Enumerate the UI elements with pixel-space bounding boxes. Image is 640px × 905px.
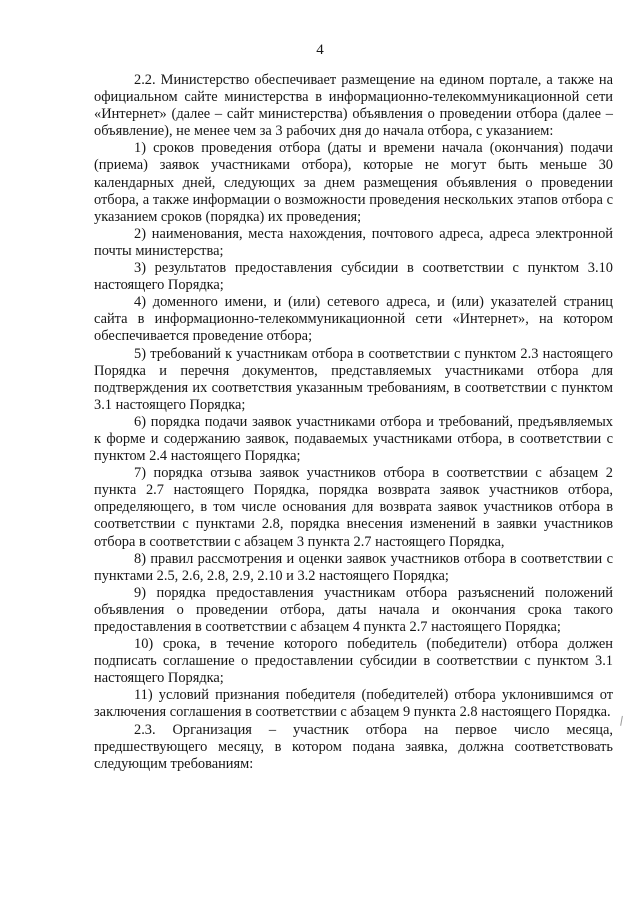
list-item-1: 1) сроков проведения отбора (даты и времени начала (окончания) подачи (приема) заявок участниками отбора), которые не могут быть меньше 30 календарных дней, следующих за днем размещения объявления о проведении отбора, а также информации о возможности проведения нескольких этапов отбора с указанием сроков (порядка) их проведения;	[94, 140, 613, 225]
list-item-8: 8) правил рассмотрения и оценки заявок участников отбора в соответствии с пунктами 2.5, 2.6, 2.8, 2.9, 2.10 и 3.2 настоящего Порядка;	[94, 550, 613, 584]
paragraph-2-2: 2.2. Министерство обеспечивает размещение на едином портале, а также на официальном сайте министерства в информационно-телекоммуникационной сети «Интернет» (далее – сайт министерства) объявления о проведении отбора (далее – объявление), не менее чем за 3 рабочих дня до начала отбора, с указанием:	[94, 72, 613, 140]
scan-margin-mark	[620, 716, 625, 726]
list-item-6: 6) порядка подачи заявок участниками отбора и требований, предъявляемых к форме и содержанию заявок, подаваемых участниками отбора, в соответствии с пунктом 2.4 настоящего Порядка;	[94, 413, 613, 465]
page-number: 4	[316, 42, 324, 58]
document-body	[94, 72, 613, 773]
list-item-9: 9) порядка предоставления участникам отбора разъяснений положений объявления о проведении отбора, даты начала и окончания срока такого предоставления в соответствии с абзацем 4 пункта 2.7 настоящего Порядка;	[94, 584, 613, 635]
list-item-11: 11) условий признания победителя (победителей) отбора уклонившимся от заключения соглашения в соответствии с абзацем 9 пункта 2.8 настоящего Порядка.	[94, 687, 613, 721]
list-item-5: 5) требований к участникам отбора в соответствии с пунктом 2.3 настоящего Порядка и перечня документов, представляемых участниками отбора для подтверждения их соответствия указанным требованиям, в соответствии с пунктом 3.1 настоящего Порядка;	[94, 345, 613, 413]
list-item-3: 3) результатов предоставления субсидии в соответствии с пунктом 3.10 настоящего Порядка;	[94, 260, 613, 294]
paragraph-2-3: 2.3. Организация – участник отбора на первое число месяца, предшествующего месяцу, в котором подана заявка, должна соответствовать следующим требованиям:	[94, 721, 613, 772]
list-item-4: 4) доменного имени, и (или) сетевого адреса, и (или) указателей страниц сайта в информационно-телекоммуникационной сети «Интернет», на котором обеспечивается проведение отбора;	[94, 294, 613, 345]
list-item-7: 7) порядка отзыва заявок участников отбора в соответствии с абзацем 2 пункта 2.7 настоящего Порядка, порядка возврата заявок участников отбора, определяющего, в том числе основания для возврата заявок участников отбора в соответствии с пунктами 2.8, порядка внесения изменений в заявки участников отбора в соответствии с абзацем 3 пункта 2.7 настоящего Порядка,	[94, 465, 613, 550]
list-item-2: 2) наименования, места нахождения, почтового адреса, адреса электронной почты министерства;	[94, 225, 613, 259]
list-item-10: 10) срока, в течение которого победитель (победители) отбора должен подписать соглашение о предоставлении субсидии в соответствии с пунктом 3.1 настоящего Порядка;	[94, 636, 613, 687]
